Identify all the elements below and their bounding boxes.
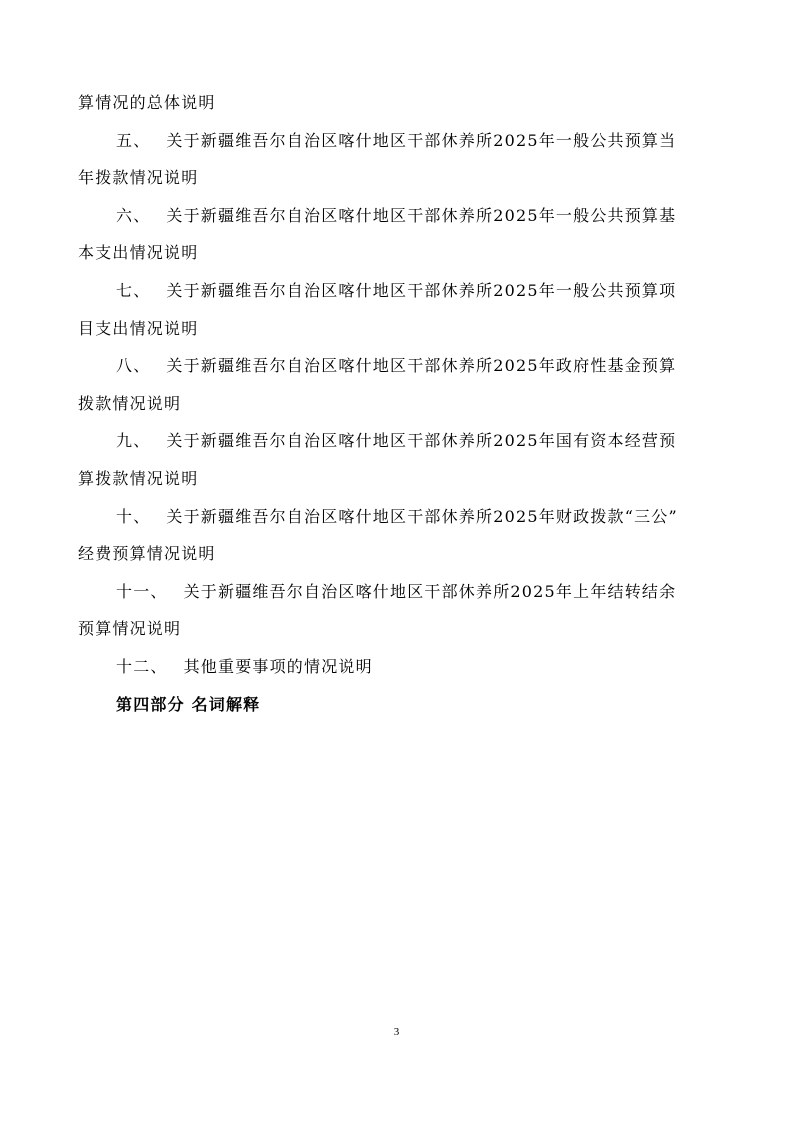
toc-item-title: 其他重要事项的情况说明 (183, 656, 373, 676)
toc-item-number: 十、 (116, 506, 151, 526)
toc-item-number: 七、 (116, 280, 151, 300)
toc-item-7-continuation: 目支出情况说明 (78, 318, 199, 338)
toc-item-9-continuation: 算拨款情况说明 (78, 468, 199, 488)
toc-item-title: 关于新疆维吾尔自治区喀什地区干部休养所2025年上年结转结余 (183, 581, 677, 601)
toc-item-10-continuation: 经费预算情况说明 (78, 544, 216, 564)
toc-item-5-continuation: 年拨款情况说明 (78, 168, 199, 188)
toc-item-12 (78, 648, 714, 686)
toc-item-8 (78, 347, 714, 385)
toc-item-title: 关于新疆维吾尔自治区喀什地区干部休养所2025年政府性基金预算 (166, 356, 677, 376)
toc-item-number: 十一、 (116, 581, 168, 601)
toc-item-6-continuation: 本支出情况说明 (78, 243, 199, 263)
toc-item-number: 五、 (116, 130, 151, 150)
part-four-heading: 第四部分 名词解释 (116, 694, 261, 714)
toc-item-9 (78, 422, 714, 460)
toc-item-6 (78, 197, 714, 235)
table-of-contents (78, 84, 714, 723)
toc-item-title: 关于新疆维吾尔自治区喀什地区干部休养所2025年国有资本经营预 (166, 431, 677, 451)
toc-item-number: 六、 (116, 205, 151, 225)
toc-continuation-line: 算情况的总体说明 (78, 93, 216, 112)
toc-item-5 (78, 122, 714, 160)
toc-item-title: 关于新疆维吾尔自治区喀什地区干部休养所2025年一般公共预算项 (166, 280, 677, 300)
toc-item-7 (78, 272, 714, 310)
toc-item-number: 八、 (116, 356, 151, 376)
toc-item-8-continuation: 拨款情况说明 (78, 393, 182, 413)
toc-item-number: 九、 (116, 431, 151, 451)
toc-item-11 (78, 573, 714, 611)
toc-item-number: 十二、 (116, 656, 168, 676)
toc-item-title: 关于新疆维吾尔自治区喀什地区干部休养所2025年一般公共预算基 (166, 205, 677, 225)
toc-item-10 (78, 498, 714, 536)
toc-item-11-continuation: 预算情况说明 (78, 619, 182, 639)
page-number: 3 (393, 1026, 400, 1038)
toc-item-title: 关于新疆维吾尔自治区喀什地区干部休养所2025年一般公共预算当 (166, 130, 677, 150)
toc-item-title: 关于新疆维吾尔自治区喀什地区干部休养所2025年财政拨款“三公” (166, 506, 678, 526)
